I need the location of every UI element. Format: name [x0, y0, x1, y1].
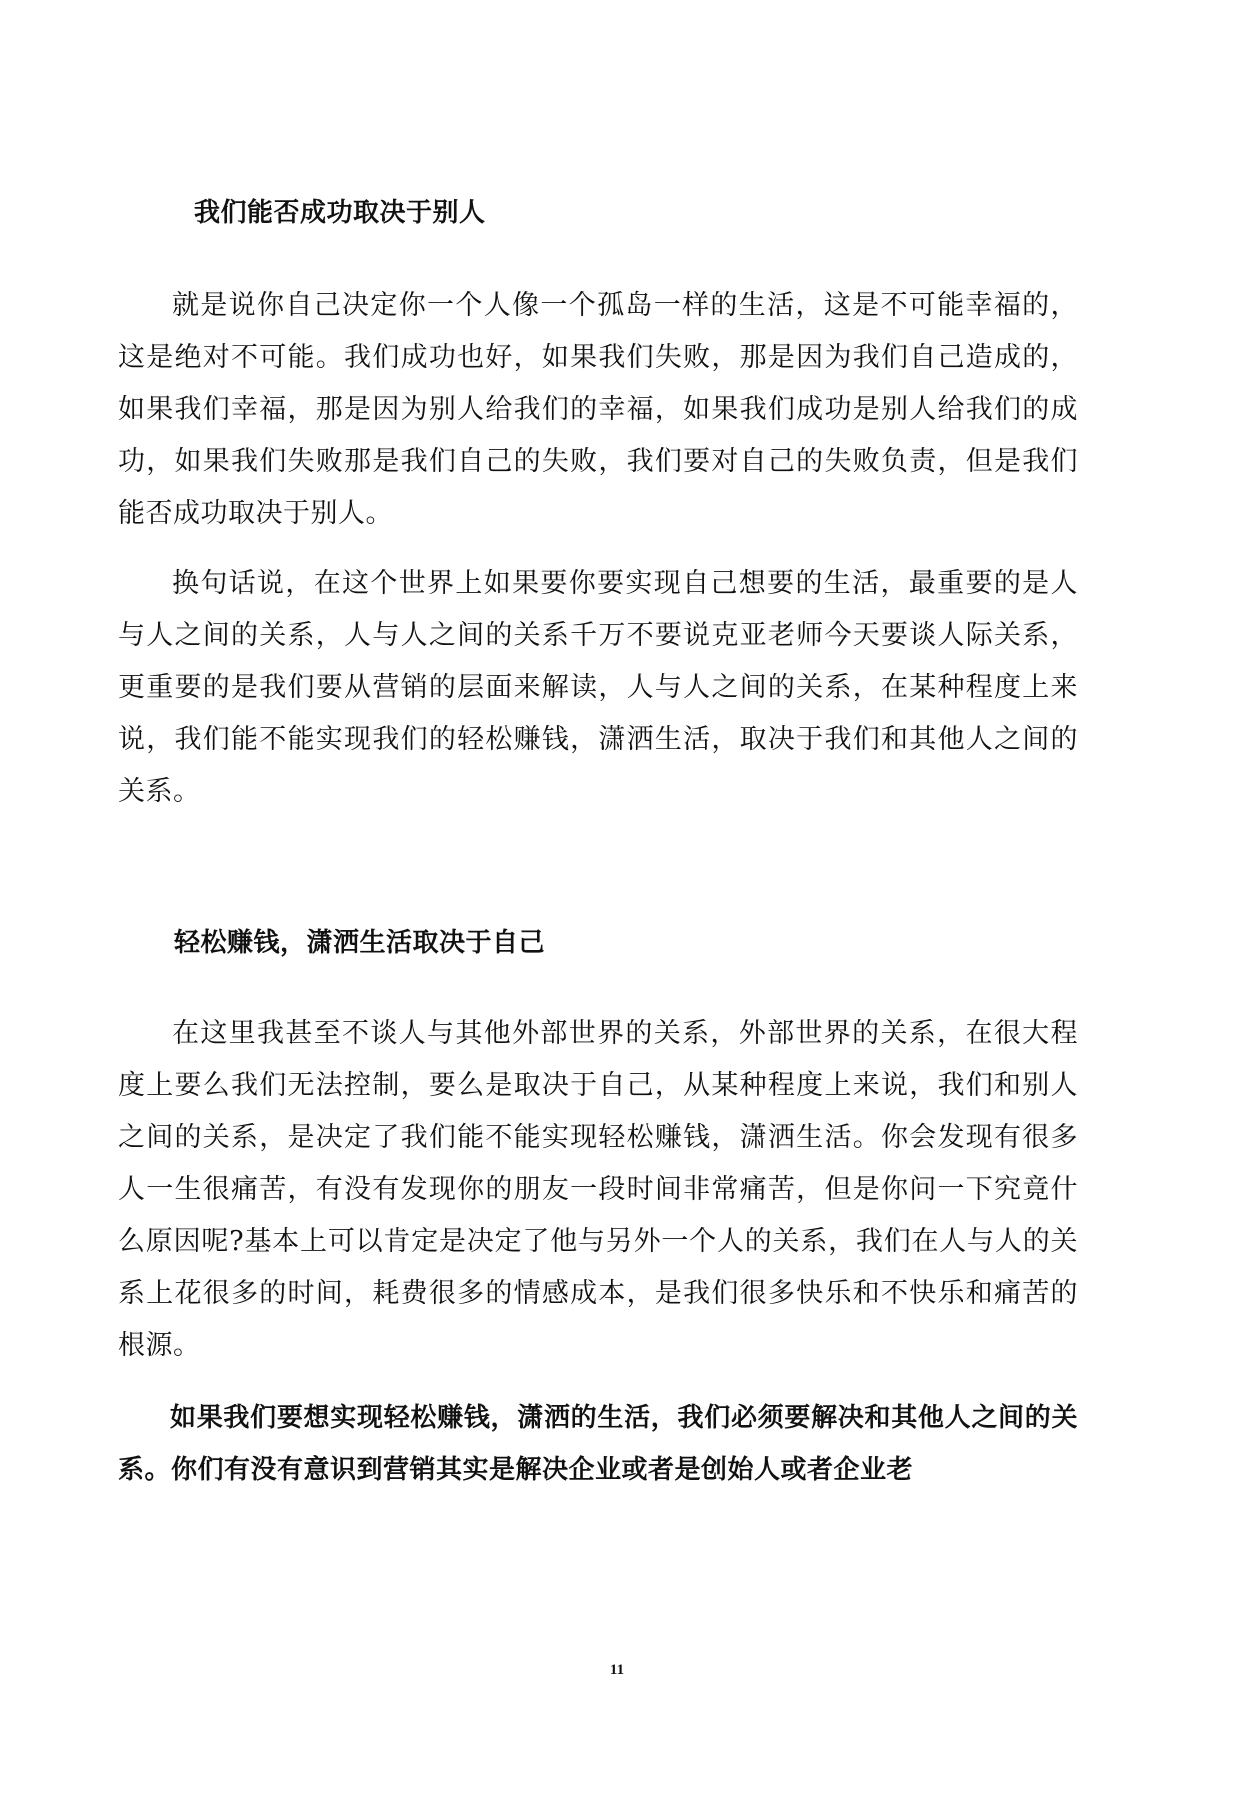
- section-depends-on-self: [118, 925, 1078, 961]
- section-2-body: [118, 1008, 1078, 1372]
- section-1-body: [118, 280, 1078, 540]
- paragraph: 就是说你自己决定你一个人像一个孤岛一样的生活，这是不可能幸福的，这是绝对不可能。我们成功也好，如果我们失败，那是因为我们自己造成的，如果我们幸福，那是因为别人给我们的幸福，如果我们成功是别人给我们的成功，如果我们失败那是我们自己的失败，我们要对自己的失败负责，但是我们能否成功取决于别人。: [118, 290, 1078, 529]
- section-success-depends-on-others: [118, 195, 1078, 231]
- bold-paragraph: 如果我们要想实现轻松赚钱，潇洒的生活，我们必须要解决和其他人之间的关系。你们有没有意识到营销其实是解决企业或者是创始人或者企业老: [118, 1403, 1078, 1485]
- page-number: 11: [609, 1662, 625, 1678]
- section-1-body-2: [118, 558, 1078, 818]
- section-heading: 我们能否成功取决于别人: [194, 198, 486, 228]
- paragraph: 换句话说，在这个世界上如果要你要实现自己想要的生活，最重要的是人与人之间的关系，人与人之间的关系千万不要说克亚老师今天要谈人际关系，更重要的是我们要从营销的层面来解读，人与人之间的关系，在某种程度上来说，我们能不能实现我们的轻松赚钱，潇洒生活，取决于我们和其他人之间的关系。: [118, 568, 1078, 807]
- section-2-bold: [118, 1392, 1078, 1496]
- section-heading: 轻松赚钱，潇洒生活取决于自己: [174, 928, 546, 958]
- paragraph: 在这里我甚至不谈人与其他外部世界的关系，外部世界的关系，在很大程度上要么我们无法控制，要么是取决于自己，从某种程度上来说，我们和别人之间的关系，是决定了我们能不能实现轻松赚钱，潇洒生活。你会发现有很多人一生很痛苦，有没有发现你的朋友一段时间非常痛苦，但是你问一下究竟什么原因呢?基本上可以肯定是决定了他与另外一个人的关系，我们在人与人的关系上花很多的时间，耗费很多的情感成本，是我们很多快乐和不快乐和痛苦的根源。: [118, 1018, 1078, 1361]
